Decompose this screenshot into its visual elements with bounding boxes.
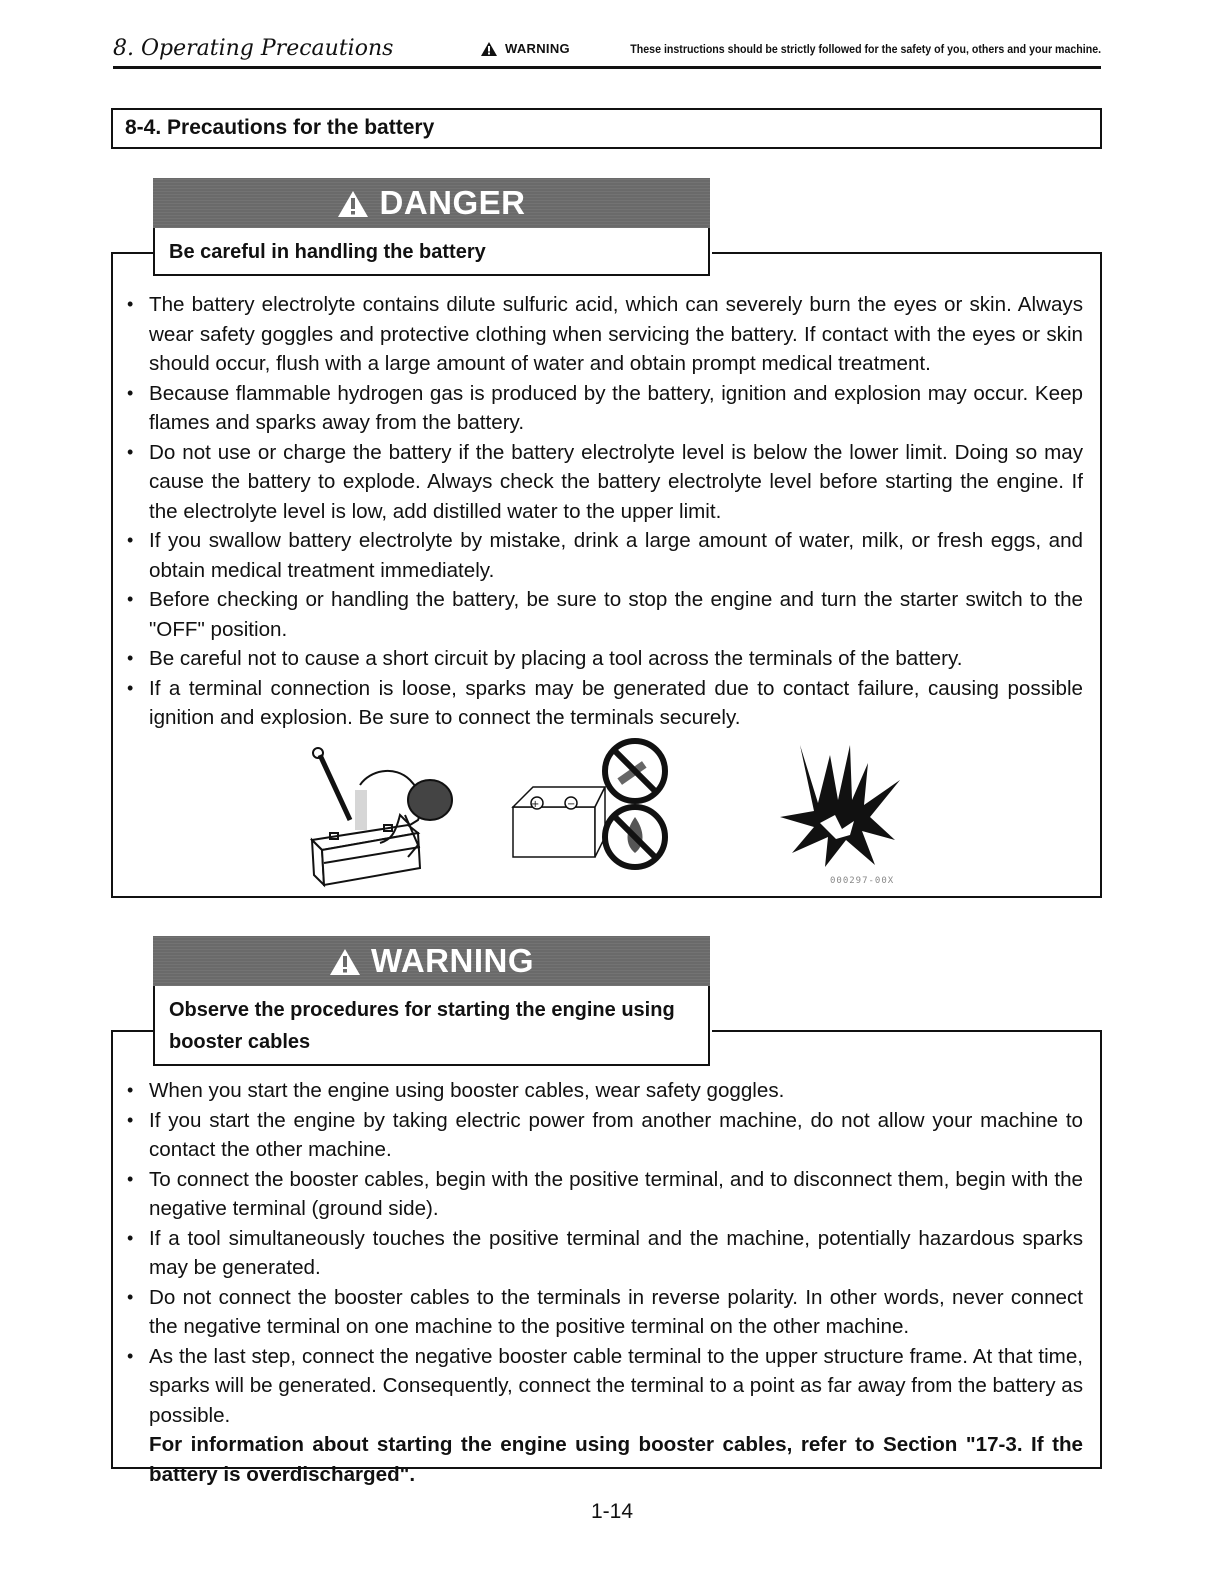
warning-notice-box <box>111 1030 1102 1486</box>
page-number: 1-14 <box>590 1500 634 1523</box>
list-item: • If a terminal connection is loose, sparks may be generated due to contact failure, causing possible ignition and explosion. Be sure to connect the terminals securely. <box>149 674 1083 733</box>
danger-tab <box>153 178 710 276</box>
danger-subtitle: Be careful in handling the battery <box>153 228 710 276</box>
section-title-box <box>111 108 1102 149</box>
warning-tab <box>153 936 710 1066</box>
warning-banner <box>153 936 710 986</box>
list-item: • When you start the engine using booster cables, wear safety goggles. <box>149 1076 1083 1106</box>
section-title: 8-4. Precautions for the battery <box>125 116 435 139</box>
chapter-title: 8. Operating Precautions <box>113 36 394 61</box>
list-item: • Because flammable hydrogen gas is produced by the battery, ignition and explosion may occur. Keep flames and sparks away from the battery. <box>149 379 1083 438</box>
danger-list <box>149 290 1083 733</box>
no-smoking-icon <box>605 741 665 801</box>
list-item: • Before checking or handling the battery, be sure to stop the engine and turn the starter switch to the "OFF" position. <box>149 585 1083 644</box>
list-item: • As the last step, connect the negative booster cable terminal to the upper structure frame. At that time, sparks will be generated. Consequently, connect the terminal to a point as far away from the battery as possible. <box>149 1342 1083 1431</box>
list-item: • The battery electrolyte contains dilute sulfuric acid, which can severely burn the eyes or skin. Always wear safety goggles and protective clothing when servicing the battery. If contact with the eyes or skin should occur, flush with a large amount of water and obtain prompt medical treatment. <box>149 290 1083 379</box>
svg-text:+: + <box>531 799 540 810</box>
running-header <box>113 34 1101 69</box>
danger-banner-label: DANGER <box>379 184 526 221</box>
danger-banner <box>153 178 710 228</box>
reference-note: For information about starting the engine using booster cables, refer to Section "17-3. If the battery is overdischarged". <box>149 1433 1083 1486</box>
no-flame-icon <box>605 807 665 867</box>
list-item: • If you swallow battery electrolyte by mistake, drink a large amount of water, milk, or fresh eggs, and obtain medical treatment immediately. <box>149 526 1083 585</box>
warning-subtitle: Observe the procedures for starting the engine using booster cables <box>153 986 710 1066</box>
figure-number: 000297-00X <box>830 876 895 886</box>
list-item: • To connect the booster cables, begin with the positive terminal, and to disconnect them, begin with the negative terminal (ground side). <box>149 1165 1083 1224</box>
list-item: • Do not connect the booster cables to the terminals in reverse polarity. In other words, never connect the negative terminal on one machine to the positive terminal on the other machine. <box>149 1283 1083 1342</box>
svg-text:−: − <box>567 799 576 810</box>
list-item: • Be careful not to cause a short circuit by placing a tool across the terminals of the battery. <box>149 644 1083 674</box>
explosion-illustration <box>780 745 910 870</box>
list-item: • Do not use or charge the battery if the battery electrolyte level is below the lower limit. Doing so may cause the battery to explode. Always check the battery electrolyte level before starting the engine. If the electrolyte level is low, add distilled water to the upper limit. <box>149 438 1083 527</box>
warning-triangle-icon <box>329 948 361 976</box>
header-warning <box>481 41 1101 56</box>
no-flame-battery-illustration <box>505 735 685 875</box>
list-item: • If a tool simultaneously touches the positive terminal and the machine, potentially hazardous sparks may be generated. <box>149 1224 1083 1283</box>
warning-list <box>149 1076 1083 1489</box>
header-warning-label: WARNING <box>504 41 570 56</box>
warning-banner-label: WARNING <box>371 942 534 979</box>
warning-triangle-icon <box>481 42 497 56</box>
list-item: • If you start the engine by taking electric power from another machine, do not allow your machine to contact the other machine. <box>149 1106 1083 1165</box>
warning-triangle-icon <box>337 190 369 218</box>
short-circuit-illustration <box>300 745 470 890</box>
header-warning-text: These instructions should be strictly followed for the safety of you, others and your machine. <box>630 41 1101 56</box>
